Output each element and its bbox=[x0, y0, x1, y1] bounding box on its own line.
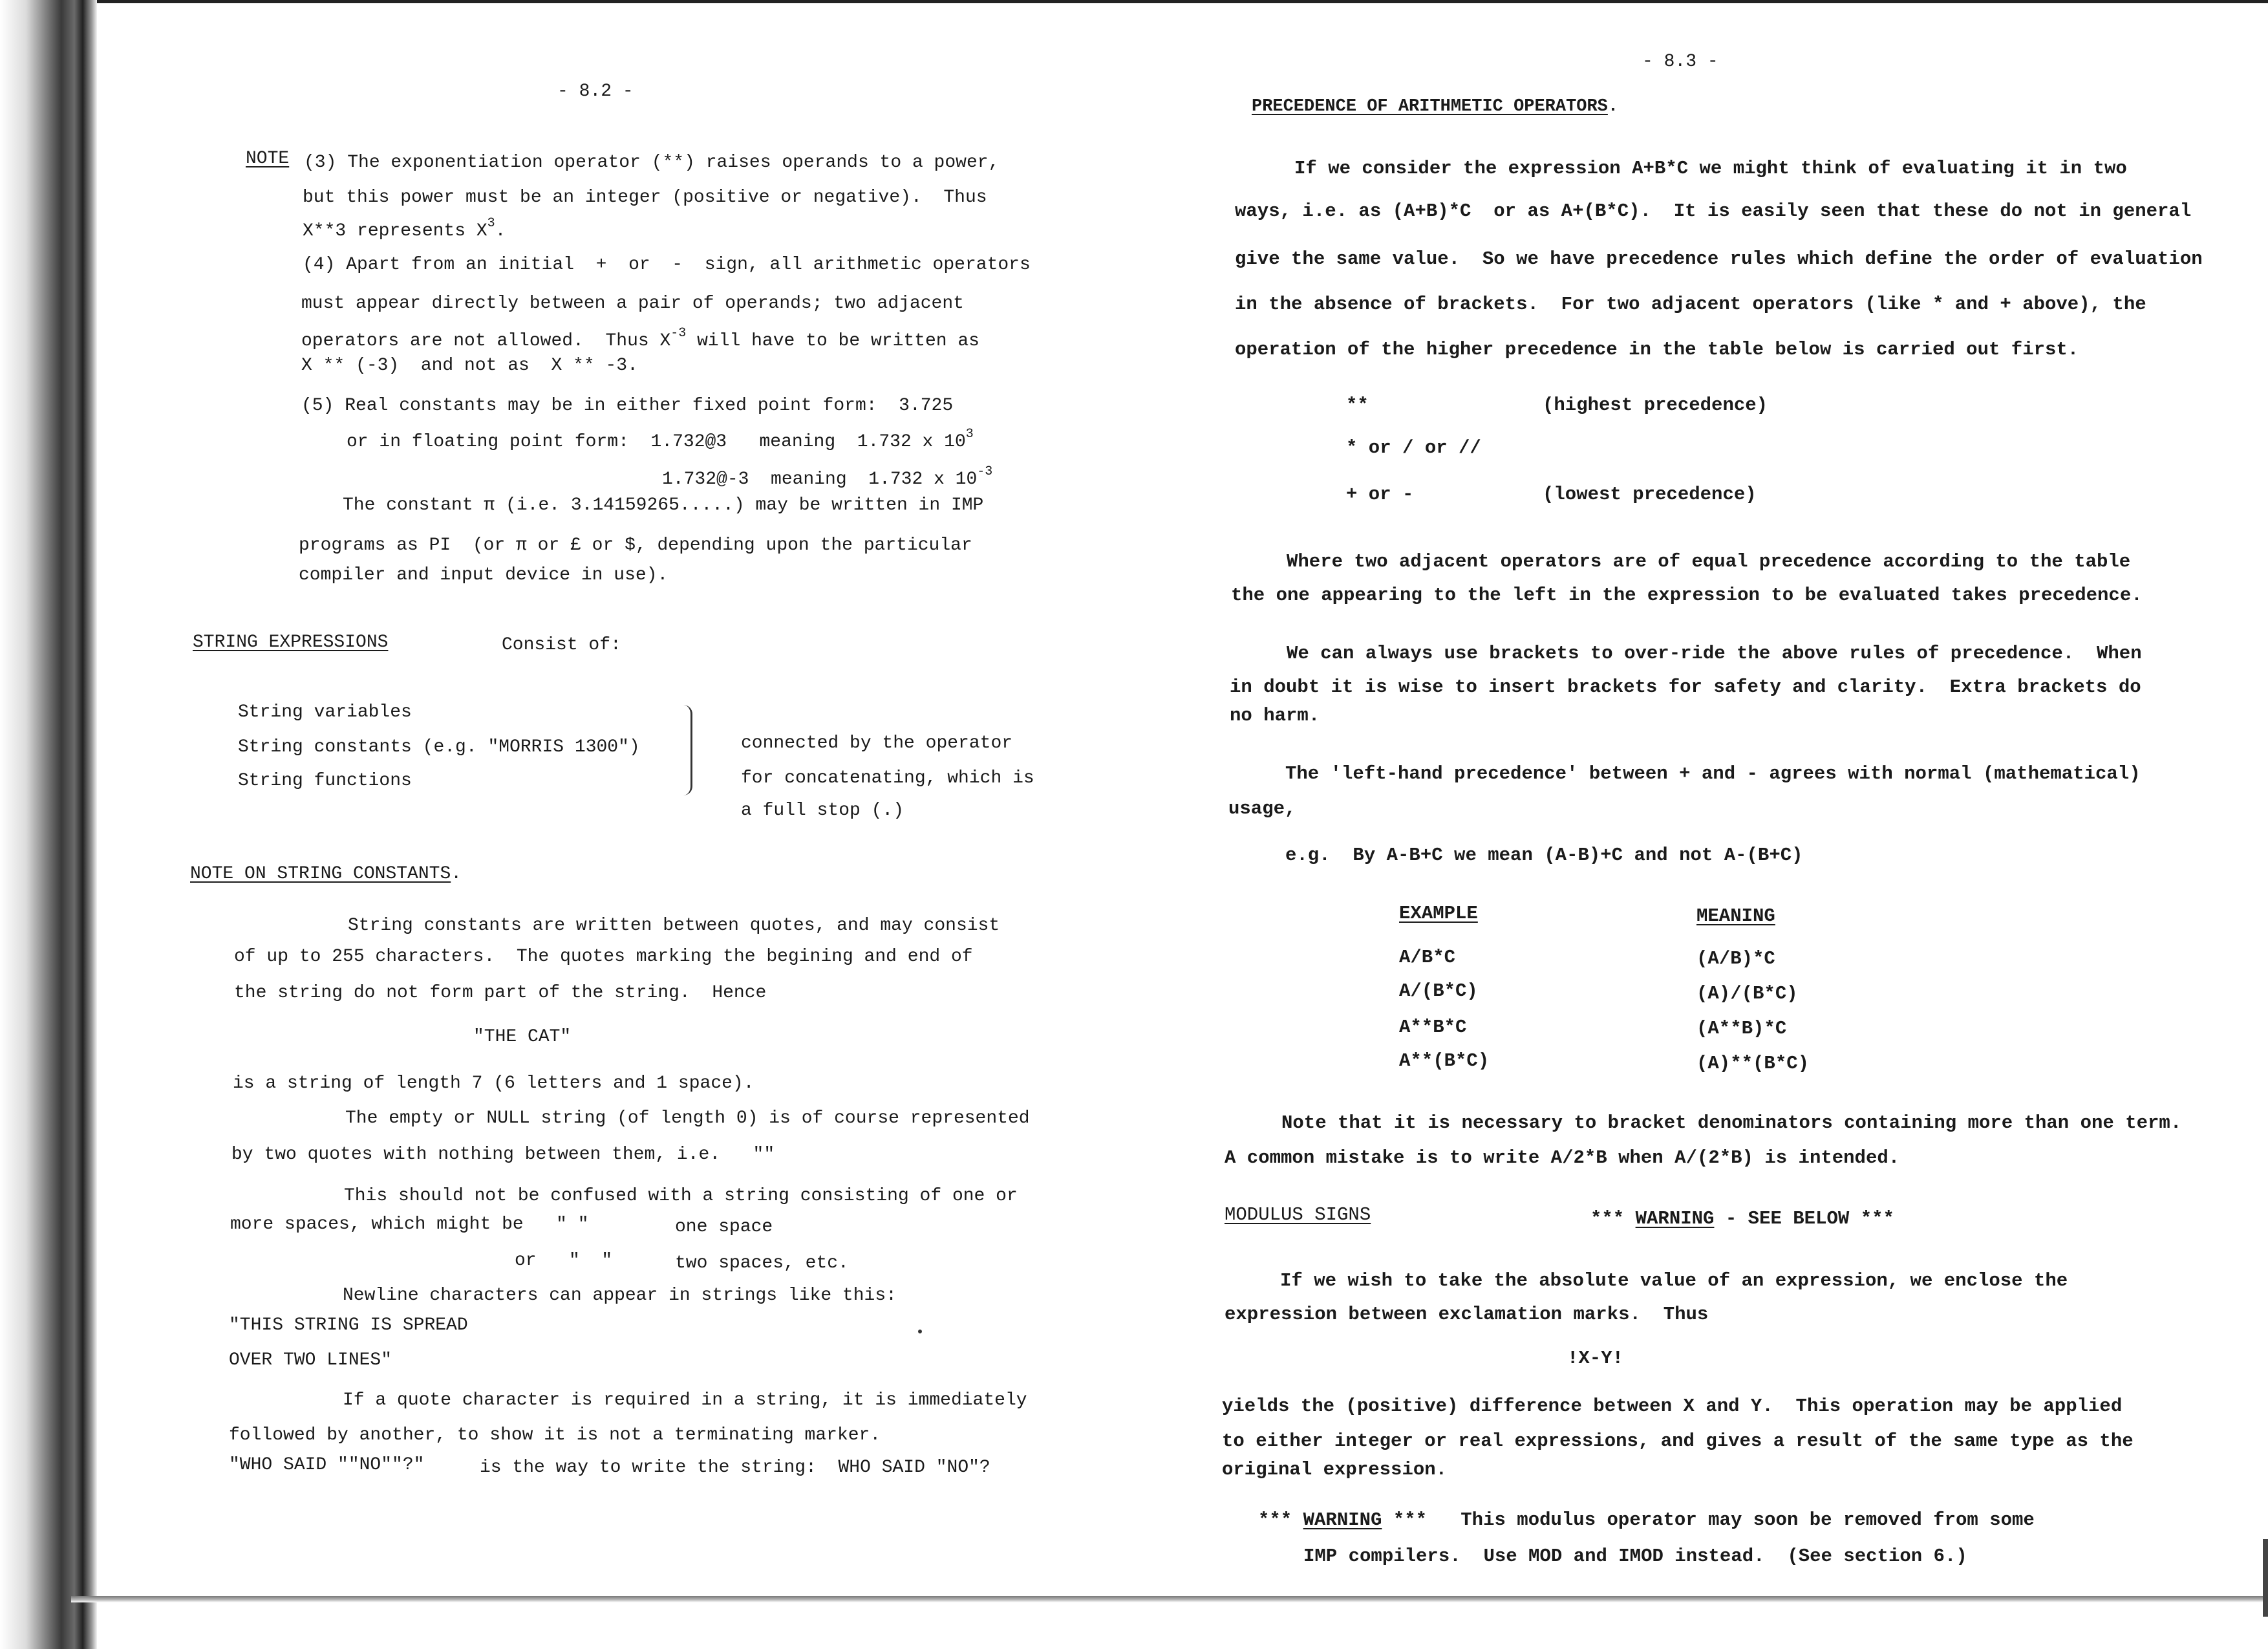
confuse-line: more spaces, which might be " " bbox=[230, 1214, 589, 1234]
meaning-header: MEANING bbox=[1696, 905, 1775, 927]
denominator-para: A common mistake is to write A/2*B when A/(2*B) is intended. bbox=[1225, 1147, 1900, 1169]
equal-prec-para: Where two adjacent operators are of equal precedence according to the table bbox=[1287, 551, 2131, 572]
pi-line: compiler and input device in use). bbox=[299, 565, 669, 585]
pi-line: programs as PI (or π or £ or $, depending upon the particular bbox=[299, 535, 972, 555]
confuse-line: This should not be confused with a string consisting of one or bbox=[344, 1186, 1018, 1206]
spread-line: OVER TWO LINES" bbox=[229, 1350, 392, 1370]
prec-desc: (highest precedence) bbox=[1543, 394, 1768, 416]
string-item: String functions bbox=[238, 771, 412, 791]
precedence-para: operation of the higher precedence in the table below is carried out first. bbox=[1235, 339, 2079, 360]
empty-line: The empty or NULL string (of length 0) is of course represented bbox=[345, 1108, 1030, 1128]
curly-brace bbox=[678, 705, 692, 795]
precedence-para: give the same value. So we have precedence rules which define the order of evaluation bbox=[1235, 248, 2203, 270]
page-number: - 8.3 - bbox=[1642, 52, 1718, 72]
prec-op: * or / or // bbox=[1346, 437, 1481, 458]
brackets-para: We can always use brackets to over-ride the above rules of precedence. When bbox=[1287, 643, 2142, 664]
modulus-example: !X-Y! bbox=[1567, 1348, 1624, 1369]
meaning-cell: (A**B)*C bbox=[1696, 1018, 1787, 1039]
example-cell: A**B*C bbox=[1399, 1017, 1467, 1038]
newline-line: Newline characters can appear in strings like this: bbox=[343, 1286, 897, 1306]
precedence-para: ways, i.e. as (A+B)*C or as A+(B*C). It is easily seen that these do not in general bbox=[1235, 200, 2192, 222]
note-string-heading: NOTE ON STRING CONSTANTS. bbox=[190, 864, 462, 884]
note4-line: operators are not allowed. Thus $X^{-3}$ will have to be written as bbox=[301, 326, 979, 351]
meaning-cell: (A)**(B*C) bbox=[1696, 1053, 1810, 1074]
note-label: NOTE bbox=[246, 149, 290, 169]
note5-line: or in floating point form: 1.732@3 meaning 1.732 x $10^3$ bbox=[347, 427, 974, 452]
yields-para: original expression. bbox=[1222, 1459, 1448, 1480]
spread-line: "THIS STRING IS SPREAD bbox=[229, 1315, 468, 1335]
quote-line: "WHO SAID ""NO""?" bbox=[229, 1455, 425, 1475]
book-spine bbox=[0, 0, 97, 1649]
brackets-para: no harm. bbox=[1230, 705, 1320, 726]
quote-line: If a quote character is required in a string, it is immediately bbox=[343, 1390, 1027, 1410]
top-edge bbox=[97, 0, 2268, 3]
yields-para: yields the (positive) difference between X and Y. This operation may be applied bbox=[1222, 1396, 2123, 1417]
prec-op: + or - bbox=[1346, 484, 1414, 505]
example-cell: A**(B*C) bbox=[1399, 1050, 1490, 1072]
note3-line: but this power must be an integer (positive or negative). Thus bbox=[303, 188, 987, 208]
string-item: String variables bbox=[238, 702, 412, 722]
warning-note: *** WARNING *** This modulus operator may soon be removed from some bbox=[1258, 1509, 2035, 1531]
bottom-edge bbox=[71, 1596, 2268, 1602]
meaning-cell: (A/B)*C bbox=[1696, 948, 1775, 969]
string-expressions-heading: STRING EXPRESSIONS bbox=[193, 632, 389, 652]
note3-line: X**3 represents $X^3$. bbox=[303, 216, 506, 241]
confuse-line: or " " bbox=[515, 1251, 613, 1271]
connected-line: for concatenating, which is bbox=[741, 768, 1034, 788]
connected-line: connected by the operator bbox=[741, 733, 1013, 753]
example-cell: A/B*C bbox=[1399, 947, 1456, 968]
prec-desc: (lowest precedence) bbox=[1543, 484, 1757, 505]
note5-line: 1.732@-3 meaning 1.732 x $10^{-3}$ bbox=[662, 464, 993, 490]
note4-line: must appear directly between a pair of operands; two adjacent bbox=[301, 294, 964, 314]
sc-line: of up to 255 characters. The quotes marking the begining and end of bbox=[234, 947, 973, 967]
confuse-line: one space bbox=[675, 1217, 773, 1237]
example-header: EXAMPLE bbox=[1399, 903, 1478, 924]
precedence-para: in the absence of brackets. For two adjacent operators (like * and + above), the bbox=[1235, 294, 2146, 315]
brackets-para: in doubt it is wise to insert brackets for safety and clarity. Extra brackets do bbox=[1230, 676, 2141, 698]
quote-line: is the way to write the string: WHO SAID "NO"? bbox=[480, 1458, 990, 1478]
page-number: - 8.2 - bbox=[557, 81, 634, 102]
note4-line: X ** (-3) and not as X ** -3. bbox=[301, 356, 638, 376]
modulus-heading: MODULUS SIGNS bbox=[1225, 1204, 1371, 1225]
consist-of: Consist of: bbox=[502, 635, 621, 655]
string-item: String constants (e.g. "MORRIS 1300") bbox=[238, 737, 640, 757]
empty-line: by two quotes with nothing between them, i.e. "" bbox=[231, 1145, 775, 1165]
quote-line: followed by another, to show it is not a terminating marker. bbox=[229, 1425, 881, 1445]
note5-line: (5) Real constants may be in either fixed point form: 3.725 bbox=[301, 396, 954, 416]
equal-prec-para: the one appearing to the left in the expression to be evaluated takes precedence. bbox=[1231, 585, 2143, 606]
sc-line: String constants are written between quotes, and may consist bbox=[348, 916, 1000, 936]
left-hand-para: usage, bbox=[1228, 798, 1296, 819]
left-hand-para: The 'left-hand precedence' between + and - agrees with normal (mathematical) bbox=[1285, 763, 2141, 784]
sc-line: the string do not form part of the string. Hence bbox=[234, 983, 767, 1003]
stray-mark bbox=[918, 1330, 922, 1333]
yields-para: to either integer or real expressions, and gives a result of the same type as the bbox=[1222, 1430, 2134, 1452]
example-cell: A/(B*C) bbox=[1399, 980, 1478, 1002]
modulus-para: expression between exclamation marks. Thus bbox=[1225, 1304, 1709, 1325]
the-cat: "THE CAT" bbox=[473, 1027, 572, 1047]
warning-note: IMP compilers. Use MOD and IMOD instead. (See section 6.) bbox=[1303, 1546, 1967, 1567]
denominator-para: Note that it is necessary to bracket denominators containing more than one term. bbox=[1281, 1112, 2182, 1134]
connected-line: a full stop (.) bbox=[741, 801, 904, 821]
note3-line: (3) The exponentiation operator (**) raises operands to a power, bbox=[304, 153, 1000, 173]
warning-banner: *** WARNING - SEE BELOW *** bbox=[1590, 1208, 1894, 1229]
prec-op: ** bbox=[1346, 394, 1369, 416]
precedence-para: If we consider the expression A+B*C we might think of evaluating it in two bbox=[1294, 158, 2127, 179]
modulus-para: If we wish to take the absolute value of an expression, we enclose the bbox=[1280, 1270, 2068, 1291]
length-line: is a string of length 7 (6 letters and 1 space). bbox=[233, 1073, 754, 1094]
meaning-cell: (A)/(B*C) bbox=[1696, 983, 1798, 1004]
precedence-heading: PRECEDENCE OF ARITHMETIC OPERATORS. bbox=[1252, 97, 1619, 116]
note4-line: (4) Apart from an initial + or - sign, all arithmetic operators bbox=[303, 255, 1031, 275]
eg-line: e.g. By A-B+C we mean (A-B)+C and not A-(B+C) bbox=[1285, 845, 1803, 866]
pi-line: The constant π (i.e. 3.14159265.....) may be written in IMP bbox=[343, 495, 984, 515]
confuse-line: two spaces, etc. bbox=[675, 1253, 849, 1273]
right-edge bbox=[2263, 1539, 2268, 1617]
